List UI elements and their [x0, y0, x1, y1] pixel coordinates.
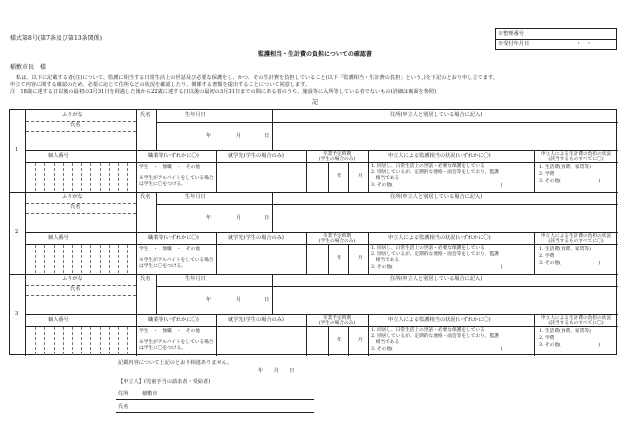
block-3-birth-year: 年	[206, 297, 212, 303]
block-2-occupation-note: ※学生がアルバイトをしている場合は学生に〇をつける。	[139, 258, 214, 270]
block-2-row-number: 2	[15, 229, 19, 235]
block-1-grad-year: 年	[337, 174, 342, 179]
block-3-school-input[interactable]	[218, 328, 304, 354]
block-3-status-item-2[interactable]: 2. 別居しているが、定期的な連絡・面会等をしており、監護	[371, 334, 499, 340]
block-1-my-number-label: 個人番号	[48, 153, 69, 159]
block-2-name-label: 氏名	[70, 204, 81, 210]
block-3-school-label: 就学先(学生の場合のみ)	[228, 317, 284, 323]
block-1-grad-month: 月	[358, 174, 363, 179]
block-1-address-label: 住所(申立人と別居している場合に記入)	[390, 112, 483, 118]
block-3-grad-year: 年	[337, 338, 342, 343]
page-title: 監護相当・生計費の負担についての確認書	[258, 51, 372, 58]
block-1-name-col-label: 氏名	[140, 112, 151, 118]
receipt-date-value: ・ ・	[576, 41, 592, 47]
block-3-occupation-options[interactable]: 学生 ・ 無職 ・ その他	[139, 329, 200, 334]
block-3-birth-day: 日	[264, 297, 270, 303]
block-1-occupation-options[interactable]: 学生 ・ 無職 ・ その他	[139, 165, 200, 170]
block-1-graduation-label: 卒業予定時期 (学生の場合のみ)	[318, 152, 356, 163]
block-3-status-label: 申立人による監護相当の状況(いずれかに〇)	[388, 317, 491, 323]
block-2-status-item-2[interactable]: 2. 別居しているが、定期的な連絡・面会等をしており、監護	[371, 252, 499, 258]
block-3-birth-label: 生年月日	[185, 276, 206, 282]
block-1-burden-label: 申立人による生計費の負担の状況 (該当するものすべてに〇)	[540, 152, 612, 163]
block-1-school-input[interactable]	[218, 164, 304, 190]
block-2-my-number-input[interactable]	[27, 246, 135, 272]
block-2-status-item-3: 相当である	[371, 258, 400, 264]
block-1-furigana-label: ふりがな	[62, 112, 83, 118]
block-3-graduation-label: 卒業予定時期 (学生の場合のみ)	[318, 316, 356, 327]
registration-number-label: ※整理番号	[498, 31, 524, 37]
block-3-birth-month: 月	[236, 297, 242, 303]
form-reference: 様式第8号(第7条及び第13条関係)	[10, 35, 102, 42]
block-2-birth-year: 年	[206, 215, 212, 221]
name-underline	[116, 412, 314, 413]
block-2-school-input[interactable]	[218, 246, 304, 272]
block-1-status-item-2[interactable]: 2. 別居しているが、定期的な連絡・面会等をしており、監護	[371, 170, 499, 176]
block-2-burden-item-1[interactable]: 1. 生活費(食費、家賃等)	[539, 247, 591, 252]
ki-heading: 記	[311, 99, 318, 106]
block-3-my-number-label: 個人番号	[48, 317, 69, 323]
block-3-name-col-label: 氏名	[140, 276, 151, 282]
block-2-occupation-label: 職業等(いずれかに〇)	[148, 235, 199, 241]
block-2-my-number-label: 個人番号	[48, 235, 69, 241]
block-2-burden-label: 申立人による生計費の負担の状況 (該当するものすべてに〇)	[540, 234, 612, 245]
block-1-row-number: 1	[15, 147, 19, 153]
block-2-burden-item-2[interactable]: 2. 学費	[539, 254, 555, 259]
block-3-name-input[interactable]	[27, 297, 135, 312]
declaration-date: 年 月 日	[258, 368, 295, 374]
block-2-furigana-label: ふりがな	[62, 194, 83, 200]
block-1-birth-day: 日	[264, 133, 270, 139]
block-2-birth-input[interactable]	[160, 207, 268, 229]
block-1-birth-input[interactable]	[160, 125, 268, 147]
block-2-birth-month: 月	[236, 215, 242, 221]
block-1-birth-month: 月	[236, 133, 242, 139]
block-3-address-label: 住所(申立人と別居している場合に記入)	[390, 276, 483, 282]
block-2-status-item-4[interactable]: 3. その他( )	[371, 264, 503, 270]
block-2-name-input[interactable]	[27, 215, 135, 230]
applicant-address-label: 住所	[118, 391, 129, 397]
intro-line-1: 私は、以下に記載する者(注)について、監護に相当する日常生活上の世話及び必要な保護をし、かつ、その生計費を負担していること(以下「監護相当・生計費の負担」という。)を下記のとおり申し立てます。	[16, 75, 498, 81]
block-1-my-number-input[interactable]	[27, 164, 135, 190]
block-2-address-input[interactable]	[275, 207, 615, 229]
block-2-name-col-label: 氏名	[140, 194, 151, 200]
block-3-burden-label: 申立人による生計費の負担の状況 (該当するものすべてに〇)	[540, 316, 612, 327]
applicants-table	[9, 109, 617, 355]
block-3-address-input[interactable]	[275, 289, 615, 311]
block-2-birth-label: 生年月日	[185, 194, 206, 200]
applicant-city: 稲敷市	[142, 391, 158, 397]
block-2-graduation-label: 卒業予定時期 (学生の場合のみ)	[318, 234, 356, 245]
block-3-birth-input[interactable]	[160, 289, 268, 311]
block-1-status-item-1[interactable]: 1. 同居し、日常生活上の世話・必要な保護をしている	[371, 164, 485, 169]
block-1-occupation-note: ※学生がアルバイトをしている場合は学生に〇をつける。	[139, 176, 214, 188]
block-1-burden-item-3[interactable]: 3. その他( )	[539, 179, 601, 184]
block-1-status-item-4[interactable]: 3. その他( )	[371, 182, 503, 188]
block-2-school-label: 就学先(学生の場合のみ)	[228, 235, 284, 241]
addressee: 稲敷市長 様	[10, 64, 47, 71]
block-2-status-item-1[interactable]: 1. 同居し、日常生活上の世話・必要な保護をしている	[371, 246, 485, 251]
intro-line-2: 申立て内容に関する確認のため、必要に応じて住所などの状況を確認したり、関係する書類を提出することについて同意します。	[10, 82, 311, 88]
block-1-occupation-label: 職業等(いずれかに〇)	[148, 153, 199, 159]
block-2-grad-year: 年	[337, 256, 342, 261]
block-3-burden-item-2[interactable]: 2. 学費	[539, 336, 555, 341]
block-1-school-label: 就学先(学生の場合のみ)	[228, 153, 284, 159]
block-1-birth-year: 年	[206, 133, 212, 139]
block-2-burden-item-3[interactable]: 3. その他( )	[539, 261, 601, 266]
receipt-date-label: ※受付年月日	[498, 41, 530, 47]
intro-line-3: 注 18歳に達する日以後の最初の3月31日を経過した後から22歳に達する日以後の最初の3月31日までの間にある者のうち、施設等に入所等している者でないもの(詳細は裏面を参照)	[10, 89, 437, 95]
block-3-grad-month: 月	[358, 338, 363, 343]
block-1-name-label: 氏名	[70, 122, 81, 128]
block-1-status-item-3: 相当である	[371, 176, 400, 182]
block-2-address-label: 住所(申立人と別居している場合に記入)	[390, 194, 483, 200]
applicant-name-label: 氏名	[118, 404, 129, 410]
block-3-name-label: 氏名	[70, 286, 81, 292]
applicant-heading: 【申立人】(児童手当の請求者・受給者)	[118, 379, 211, 385]
block-3-furigana-label: ふりがな	[62, 276, 83, 282]
block-1-name-input[interactable]	[27, 133, 135, 148]
block-3-status-item-3: 相当である	[371, 340, 400, 346]
declaration-text: 記載内容について上記のとおり相違ありません。	[118, 360, 233, 366]
block-2-status-label: 申立人による監護相当の状況(いずれかに〇)	[388, 235, 491, 241]
block-3-row-number: 3	[15, 311, 19, 317]
block-3-burden-item-3[interactable]: 3. その他( )	[539, 343, 601, 348]
block-3-status-item-4[interactable]: 3. その他( )	[371, 346, 503, 352]
block-3-occupation-note: ※学生がアルバイトをしている場合は学生に〇をつける。	[139, 340, 214, 352]
block-3-burden-item-1[interactable]: 1. 生活費(食費、家賃等)	[539, 329, 591, 334]
block-3-my-number-input[interactable]	[27, 328, 135, 354]
block-1-burden-item-1[interactable]: 1. 生活費(食費、家賃等)	[539, 165, 591, 170]
block-2-grad-month: 月	[358, 256, 363, 261]
office-use-box	[495, 28, 617, 50]
block-1-status-label: 申立人による監護相当の状況(いずれかに〇)	[388, 153, 491, 159]
block-1-address-input[interactable]	[275, 125, 615, 147]
block-2-birth-day: 日	[264, 215, 270, 221]
block-1-birth-label: 生年月日	[185, 112, 206, 118]
block-3-occupation-label: 職業等(いずれかに〇)	[148, 317, 199, 323]
block-1-burden-item-2[interactable]: 2. 学費	[539, 172, 555, 177]
block-2-occupation-options[interactable]: 学生 ・ 無職 ・ その他	[139, 247, 200, 252]
block-3-status-item-1[interactable]: 1. 同居し、日常生活上の世話・必要な保護をしている	[371, 328, 485, 333]
address-underline	[116, 399, 314, 400]
